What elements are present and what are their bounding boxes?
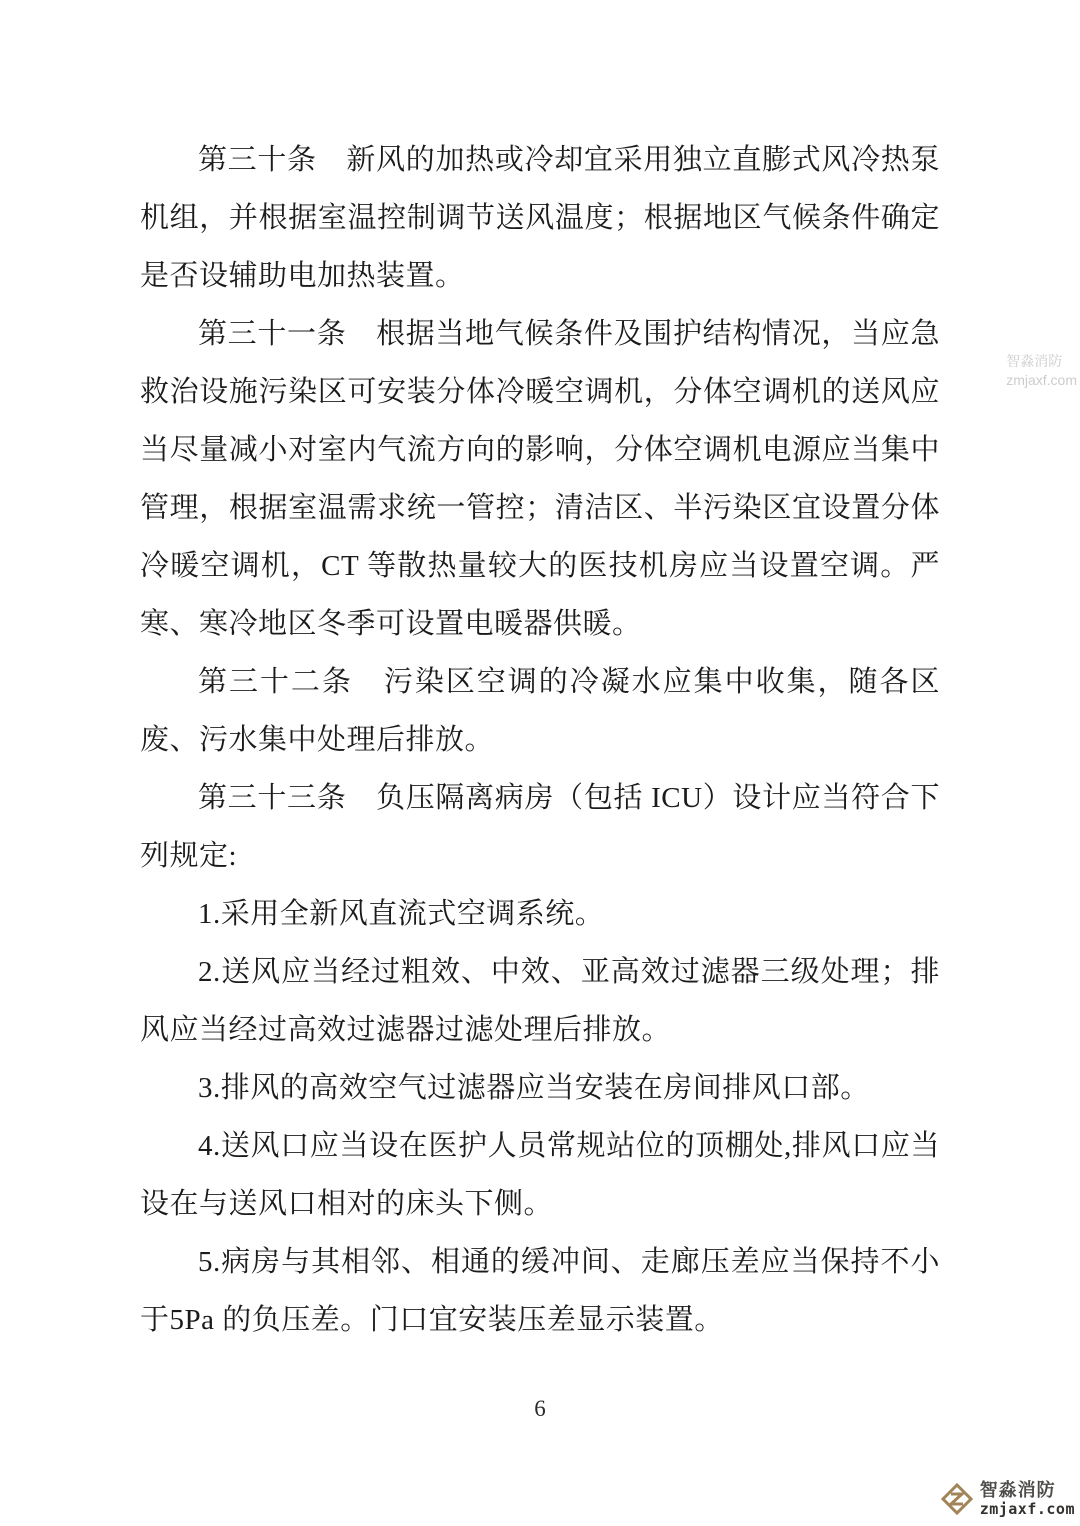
doc-paragraph-item-4: 4.送风口应当设在医护人员常规站位的顶棚处,排风口应当设在与送风口相对的床头下侧。 [140, 1130, 940, 1220]
doc-paragraph-article-33: 第三十三条 负压隔离病房（包括 ICU）设计应当符合下列规定: [140, 782, 940, 872]
brand-footer [939, 1480, 1075, 1518]
side-watermark-name: 智淼消防 [1006, 353, 1063, 369]
doc-paragraph-item-2: 2.送风应当经过粗效、中效、亚高效过滤器三级处理；排风应当经过高效过滤器过滤处理后排放。 [140, 956, 940, 1046]
doc-paragraph-article-30: 第三十条 新风的加热或冷却宜采用独立直膨式风冷热泵机组，并根据室温控制调节送风温度；根据地区气候条件确定是否设辅助电加热装置。 [140, 144, 940, 292]
brand-site: zmjaxf.com [979, 1500, 1075, 1518]
doc-paragraph-article-31: 第三十一条 根据当地气候条件及围护结构情况，当应急救治设施污染区可安装分体冷暖空调机，分体空调机的送风应当尽量减小对室内气流方向的影响，分体空调机电源应当集中管理，根据室温需求统一管控；清洁区、半污染区宜设置分体冷暖空调机，CT 等散热量较大的医技机房应当设置空调。严寒、寒冷地区冬季可设置电暖器供暖。 [140, 318, 940, 640]
side-watermark [1006, 352, 1077, 390]
brand-text [980, 1480, 1075, 1518]
diamond-z-logo-icon [939, 1481, 975, 1517]
doc-paragraph-article-32: 第三十二条 污染区空调的冷凝水应集中收集，随各区废、污水集中处理后排放。 [140, 666, 940, 756]
doc-paragraph-item-3: 3.排风的高效空气过滤器应当安装在房间排风口部。 [198, 1072, 870, 1104]
brand-name: 智淼消防 [979, 1480, 1056, 1500]
page-number: 6 [534, 1396, 546, 1421]
doc-paragraph-item-1: 1.采用全新风直流式空调系统。 [198, 898, 605, 930]
doc-paragraph-item-5: 5.病房与其相邻、相通的缓冲间、走廊压差应当保持不小于5Pa 的负压差。门口宜安装压差显示装置。 [140, 1246, 940, 1336]
side-watermark-site: zmjaxf.com [1006, 372, 1077, 388]
document-body [140, 131, 940, 1349]
